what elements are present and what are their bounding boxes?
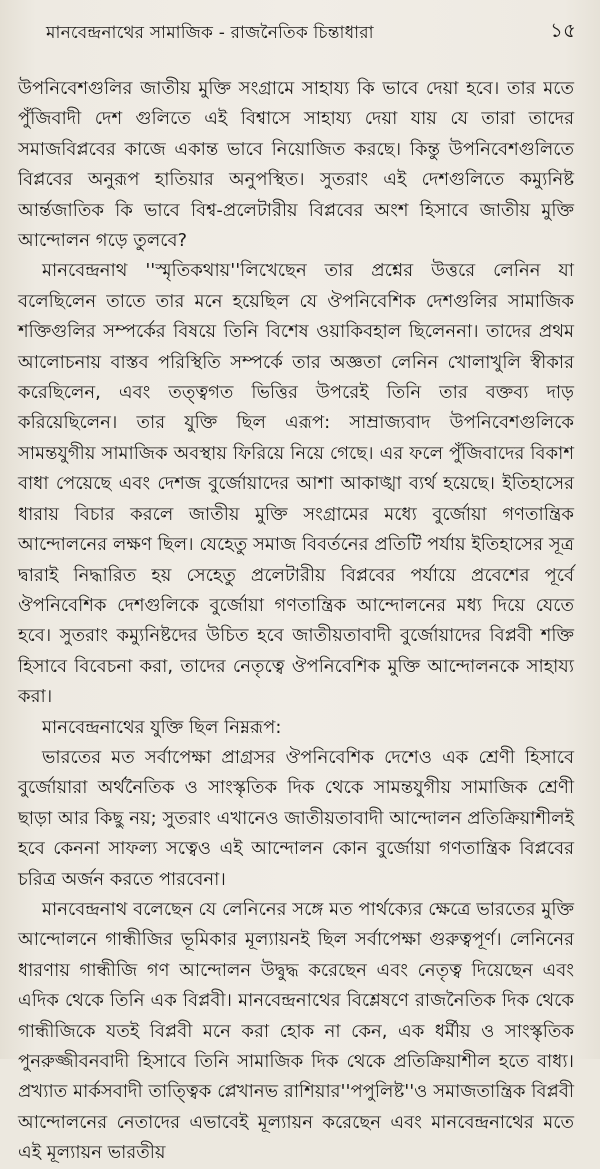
- page-number: ১৫: [550, 18, 576, 42]
- paragraph-4: ভারতের মত সর্বাপেক্ষা প্রাগ্রসর ঔপনিবেশিক দেশেও এক শ্রেণী হিসাবে বুর্জোয়ারা অর্থনৈতিক ও সাংস্কৃতিক দিক থেকে সামন্তযুগীয় সামাজিক শ্রেণী ছাড়া আর কিছু নয়; সুতরাং এখানেও জাতীয়তাবাদী আন্দোলন প্রতিক্রিয়াশীলই হবে কেননা সাফল্য সত্বেও এই আন্দোলন কোন বুর্জোয়া গণতান্ত্রিক বিপ্লবের চরিত্র অর্জন করতে পারবেনা।: [18, 746, 574, 890]
- body-text: [18, 74, 574, 1169]
- paragraph-1: উপনিবেশগুলির জাতীয় মুক্তি সংগ্রামে সাহায্য কি ভাবে দেয়া হবে। তার মতে পুঁজিবাদী দেশ গুলিতে এই বিশ্বাসে সাহায্য দেয়া যায় যে তারা তাদের সমাজবিপ্লবের কাজে একান্ত ভাবে নিয়োজিত করছে। কিন্তু উপনিবেশগুলিতে বিপ্লবের অনুরূপ হাতিয়ার অনুপস্থিত। সুতরাং এই দেশগুলিতে কম্যুনিষ্ট আর্ন্তজাতিক কি ভাবে বিশ্ব-প্রলেটারীয় বিপ্লবের অংশ হিসাবে জাতীয় মুক্তি আন্দোলন গড়ে তুলবে?: [18, 78, 574, 252]
- running-head: মানবেন্দ্রনাথের সামাজিক - রাজনৈতিক চিন্তাধারা: [46, 23, 374, 43]
- paragraph-5: মানবেন্দ্রনাথ বলেছেন যে লেনিনের সঙ্গে মত পার্থক্যের ক্ষেত্রে ভারতের মুক্তি আন্দোলনে গান্ধীজির ভূমিকার মূল্যায়নই ছিল সর্বাপেক্ষা গুরুত্বপূর্ণ। লেনিনের ধারণায় গান্ধীজি গণ আন্দোলন উদ্বুদ্ধ করেছেন এবং নেতৃত্ব দিয়েছেন এবং এদিক থেকে তিনি এক বিপ্লবী। মানবেন্দ্রনাথের বিশ্লেষণে রাজনৈতিক দিক থেকে গান্ধীজিকে যতই বিপ্লবী মনে করা হোক না কেন, এক ধর্মীয় ও সাংস্কৃতিক পুনরুজ্জীবনবাদী হিসাবে তিনি সামাজিক দিক থেকে প্রতিক্রিয়াশীল হতে বাধ্য। প্রখ্যাত মার্কসবাদী তাত্ত্বিক প্লেখানভ রাশিয়ার''পপুলিষ্ট''ও সমাজতান্ত্রিক বিপ্লবী আন্দোলনের নেতাদের এভাবেই মূল্যায়ন করেছেন এবং মানবেন্দ্রনাথের মতে এই মূল্যায়ন ভারতীয়: [18, 898, 574, 1164]
- paragraph-3: মানবেন্দ্রনাথের যুক্তি ছিল নিম্নরূপ:: [42, 716, 282, 738]
- paragraph-2: মানবেন্দ্রনাথ ''স্মৃতিকথায়''লিখেছেন তার প্রশ্নের উত্তরে লেনিন যা বলেছিলেন তাতে তার মনে হয়েছিল যে ঔপনিবেশিক দেশগুলির সামাজিক শক্তিগুলির সম্পর্কের বিষয়ে তিনি বিশেষ ওয়াকিবহাল ছিলেননা। তাদের প্রথম আলোচনায় বাস্তব পরিস্থিতি সম্পর্কে তার অজ্ঞতা লেনিন খোলাখুলি স্বীকার করেছিলেন, এবং তত্ত্বগত ভিত্তির উপরেই তিনি তার বক্তব্য দাড় করিয়েছিলেন। তার যুক্তি ছিল এরূপ: সাম্রাজ্যবাদ উপনিবেশগুলিকে সামন্তযুগীয় সামাজিক অবস্থায় ফিরিয়ে নিয়ে গেছে। এর ফলে পুঁজিবাদের বিকাশ বাধা পেয়েছে এবং দেশজ বুর্জোয়াদের আশা আকাঙ্খা ব্যর্থ হয়েছে। ইতিহাসের ধারায় বিচার করলে জাতীয় মুক্তি সংগ্রামের মধ্যে বুর্জোয়া গণতান্ত্রিক আন্দোলনের লক্ষণ ছিল। যেহেতু সমাজ বিবর্তনের প্রতিটি পর্যায় ইতিহাসের সূত্র দ্বারাই নিদ্ধারিত হয় সেহেতু প্রলেটারীয় বিপ্লবের পর্যায়ে প্রবেশের পূর্বে ঔপনিবেশিক দেশগুলিকে বুর্জোয়া গণতান্ত্রিক আন্দোলনের মধ্য দিয়ে যেতে হবে। সুতরাং কম্যুনিষ্টদের উচিত হবে জাতীয়তাবাদী বুর্জোয়াদের বিপ্লবী শক্তি হিসাবে বিবেচনা করা, তাদের নেতৃত্বে ঔপনিবেশিক মুক্তি আন্দোলনকে সাহায্য করা।: [18, 260, 574, 708]
- page-header: [46, 14, 576, 54]
